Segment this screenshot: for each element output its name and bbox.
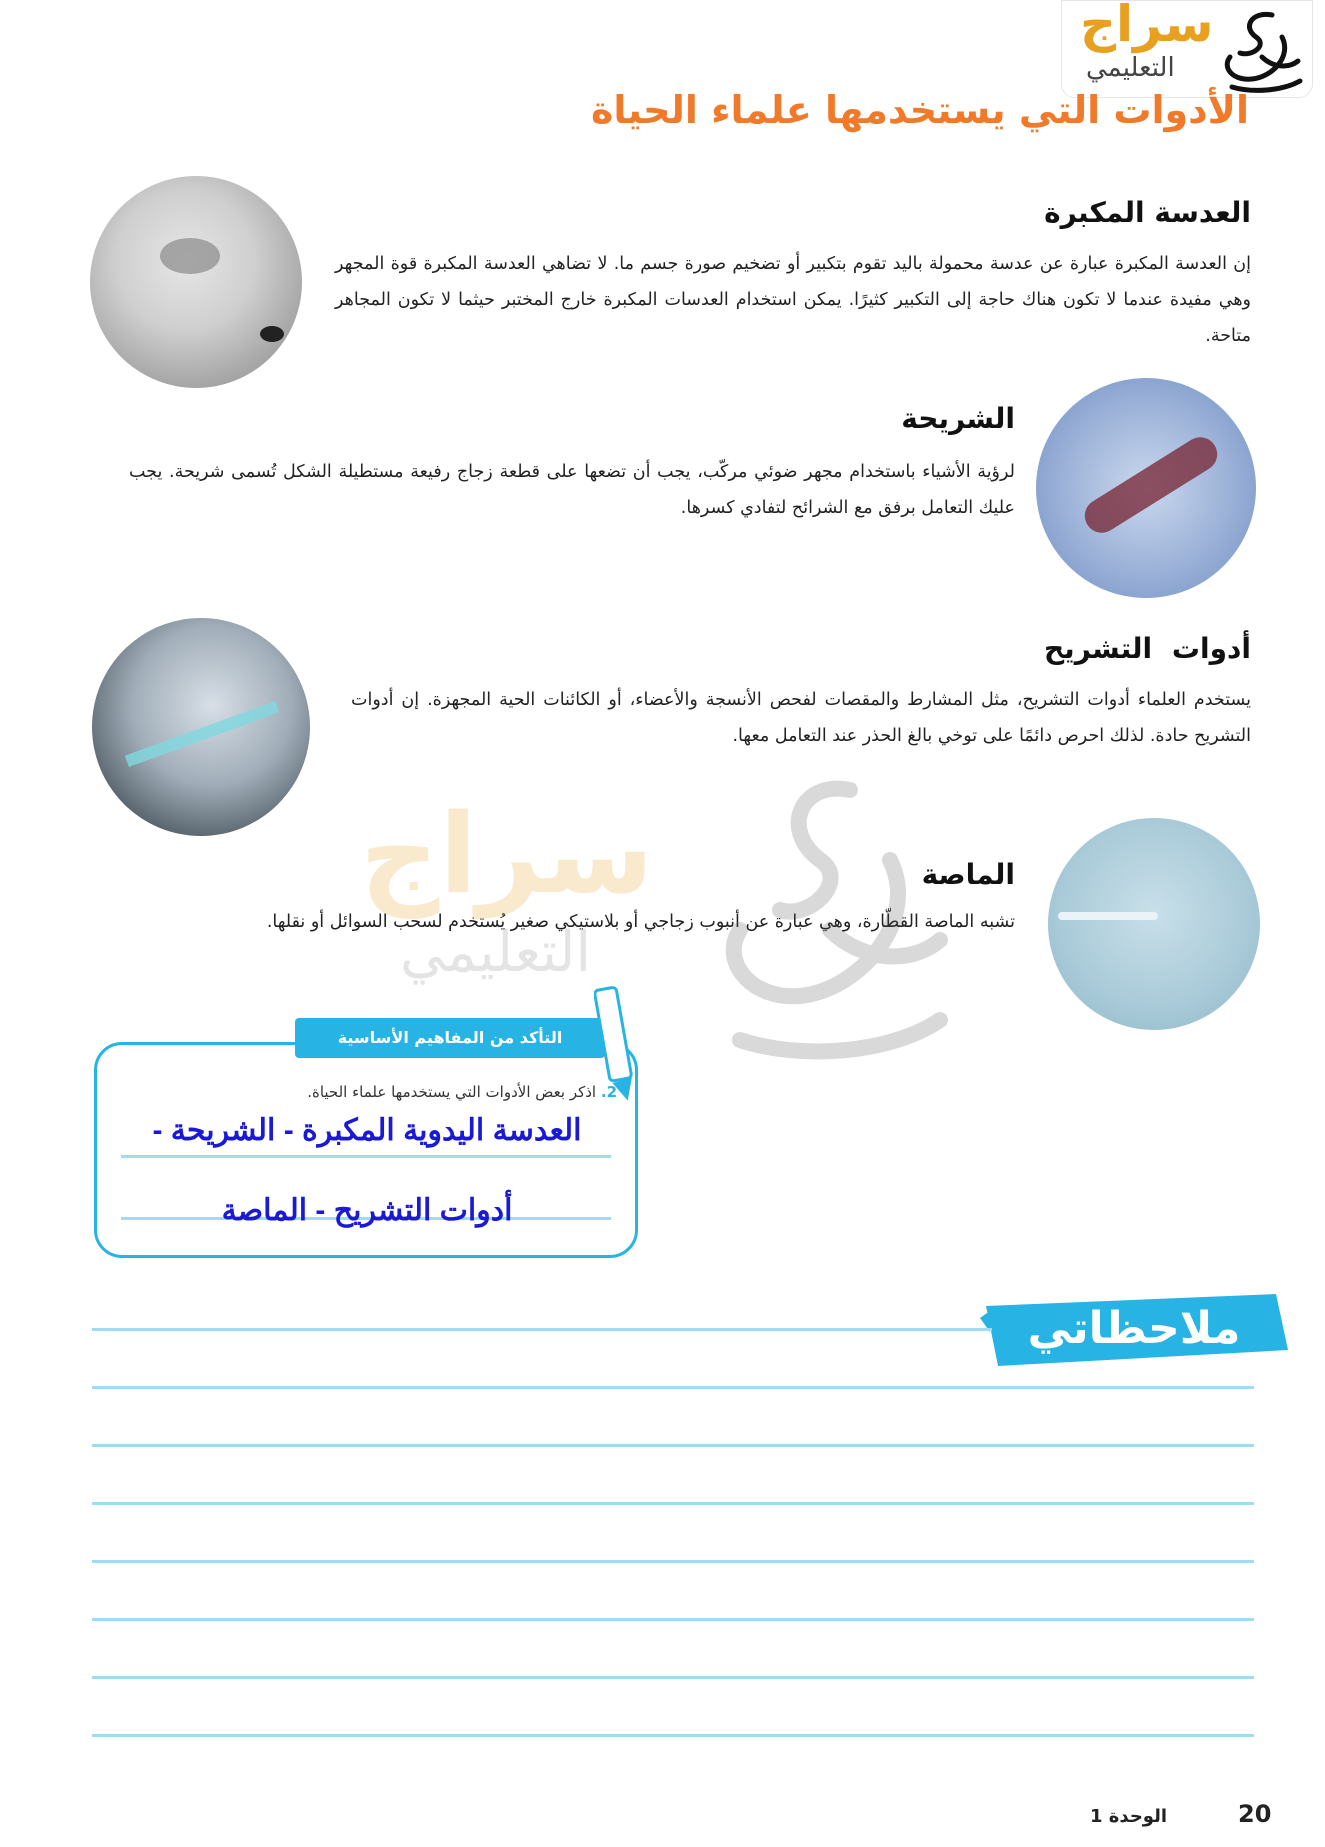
note-line	[92, 1560, 1254, 1563]
watermark-brand-subtext: التعليمي	[400, 920, 592, 985]
watermark-brand-text: سراج	[360, 790, 654, 918]
note-line	[92, 1444, 1254, 1447]
notes-title: ملاحظاتي	[1027, 1303, 1241, 1354]
note-line	[92, 1328, 992, 1331]
answer-text-line1: العدسة اليدوية المكبرة - الشريحة -	[152, 1114, 582, 1147]
slide-image	[1036, 378, 1256, 598]
section-heading-magnifying-lens: العدسة المكبرة	[1044, 196, 1251, 229]
section-heading-dissection-tools: أدوات التشريح	[1044, 632, 1251, 665]
concept-check-tab: التأكد من المفاهيم الأساسية	[295, 1018, 605, 1058]
section-body-dissection-tools: يستخدم العلماء أدوات التشريح، مثل المشارط والمقصات لفحص الأنسجة والأعضاء، أو الكائنات الحية المجهزة. إن أدوات التشريح حادة. لذلك احرص دائمًا على توخي بالغ الحذر عند التعامل معها.	[351, 690, 1251, 746]
pencil-icon	[594, 984, 634, 1104]
footer-page-number: 20	[1238, 1800, 1272, 1828]
section-heading-pipette: الماصة	[921, 858, 1015, 891]
answer-line	[121, 1155, 611, 1158]
concept-check-box	[94, 1042, 638, 1258]
page-title: الأدوات التي يستخدمها علماء الحياة	[590, 88, 1249, 132]
magnifying-lens-image	[90, 176, 302, 388]
note-line	[92, 1502, 1254, 1505]
logo-calligraphy-icon	[1212, 7, 1308, 95]
logo	[1061, 0, 1313, 98]
note-line	[92, 1676, 1254, 1679]
note-line	[92, 1618, 1254, 1621]
question-number: 2.	[600, 1083, 617, 1101]
logo-brand-subtext: التعليمي	[1086, 53, 1175, 83]
note-line	[92, 1734, 1254, 1737]
logo-brand-text: سراج	[1080, 0, 1214, 53]
note-line	[92, 1386, 1254, 1389]
answer-text-line2: أدوات التشريح - الماصة	[221, 1194, 513, 1227]
section-body-slide: لرؤية الأشياء باستخدام مجهر ضوئي مركّب، يجب أن تضعها على قطعة زجاج رفيعة مستطيلة الشكل تُسمى شريحة. يجب عليك التعامل برفق مع الشرائح لتفادي كسرها.	[129, 462, 1015, 518]
concept-check-question	[117, 1083, 617, 1101]
question-text: اذكر بعض الأدوات التي يستخدمها علماء الحياة.	[307, 1083, 597, 1101]
footer-unit: الوحدة 1	[1090, 1806, 1168, 1827]
dissection-tools-image	[92, 618, 310, 836]
section-heading-slide: الشريحة	[901, 402, 1015, 435]
section-body-pipette: تشبه الماصة القطّارة، وهي عبارة عن أنبوب زجاجي أو بلاستيكي صغير يُستخدم لسحب السوائل أو نقلها.	[266, 912, 1015, 932]
section-body-magnifying-lens: إن العدسة المكبرة عبارة عن عدسة محمولة باليد تقوم بتكبير أو تضخيم صورة جسم ما. لا تضاهي العدسة المكبرة قوة المجهر وهي مفيدة عندما لا تكون هناك حاجة إلى التكبير كثيرًا. يمكن استخدام العدسات المكبرة خارج المختبر حيثما لا تكون المجاهر متاحة.	[335, 254, 1251, 346]
notes-banner	[976, 1288, 1292, 1370]
pipette-image	[1048, 818, 1260, 1030]
